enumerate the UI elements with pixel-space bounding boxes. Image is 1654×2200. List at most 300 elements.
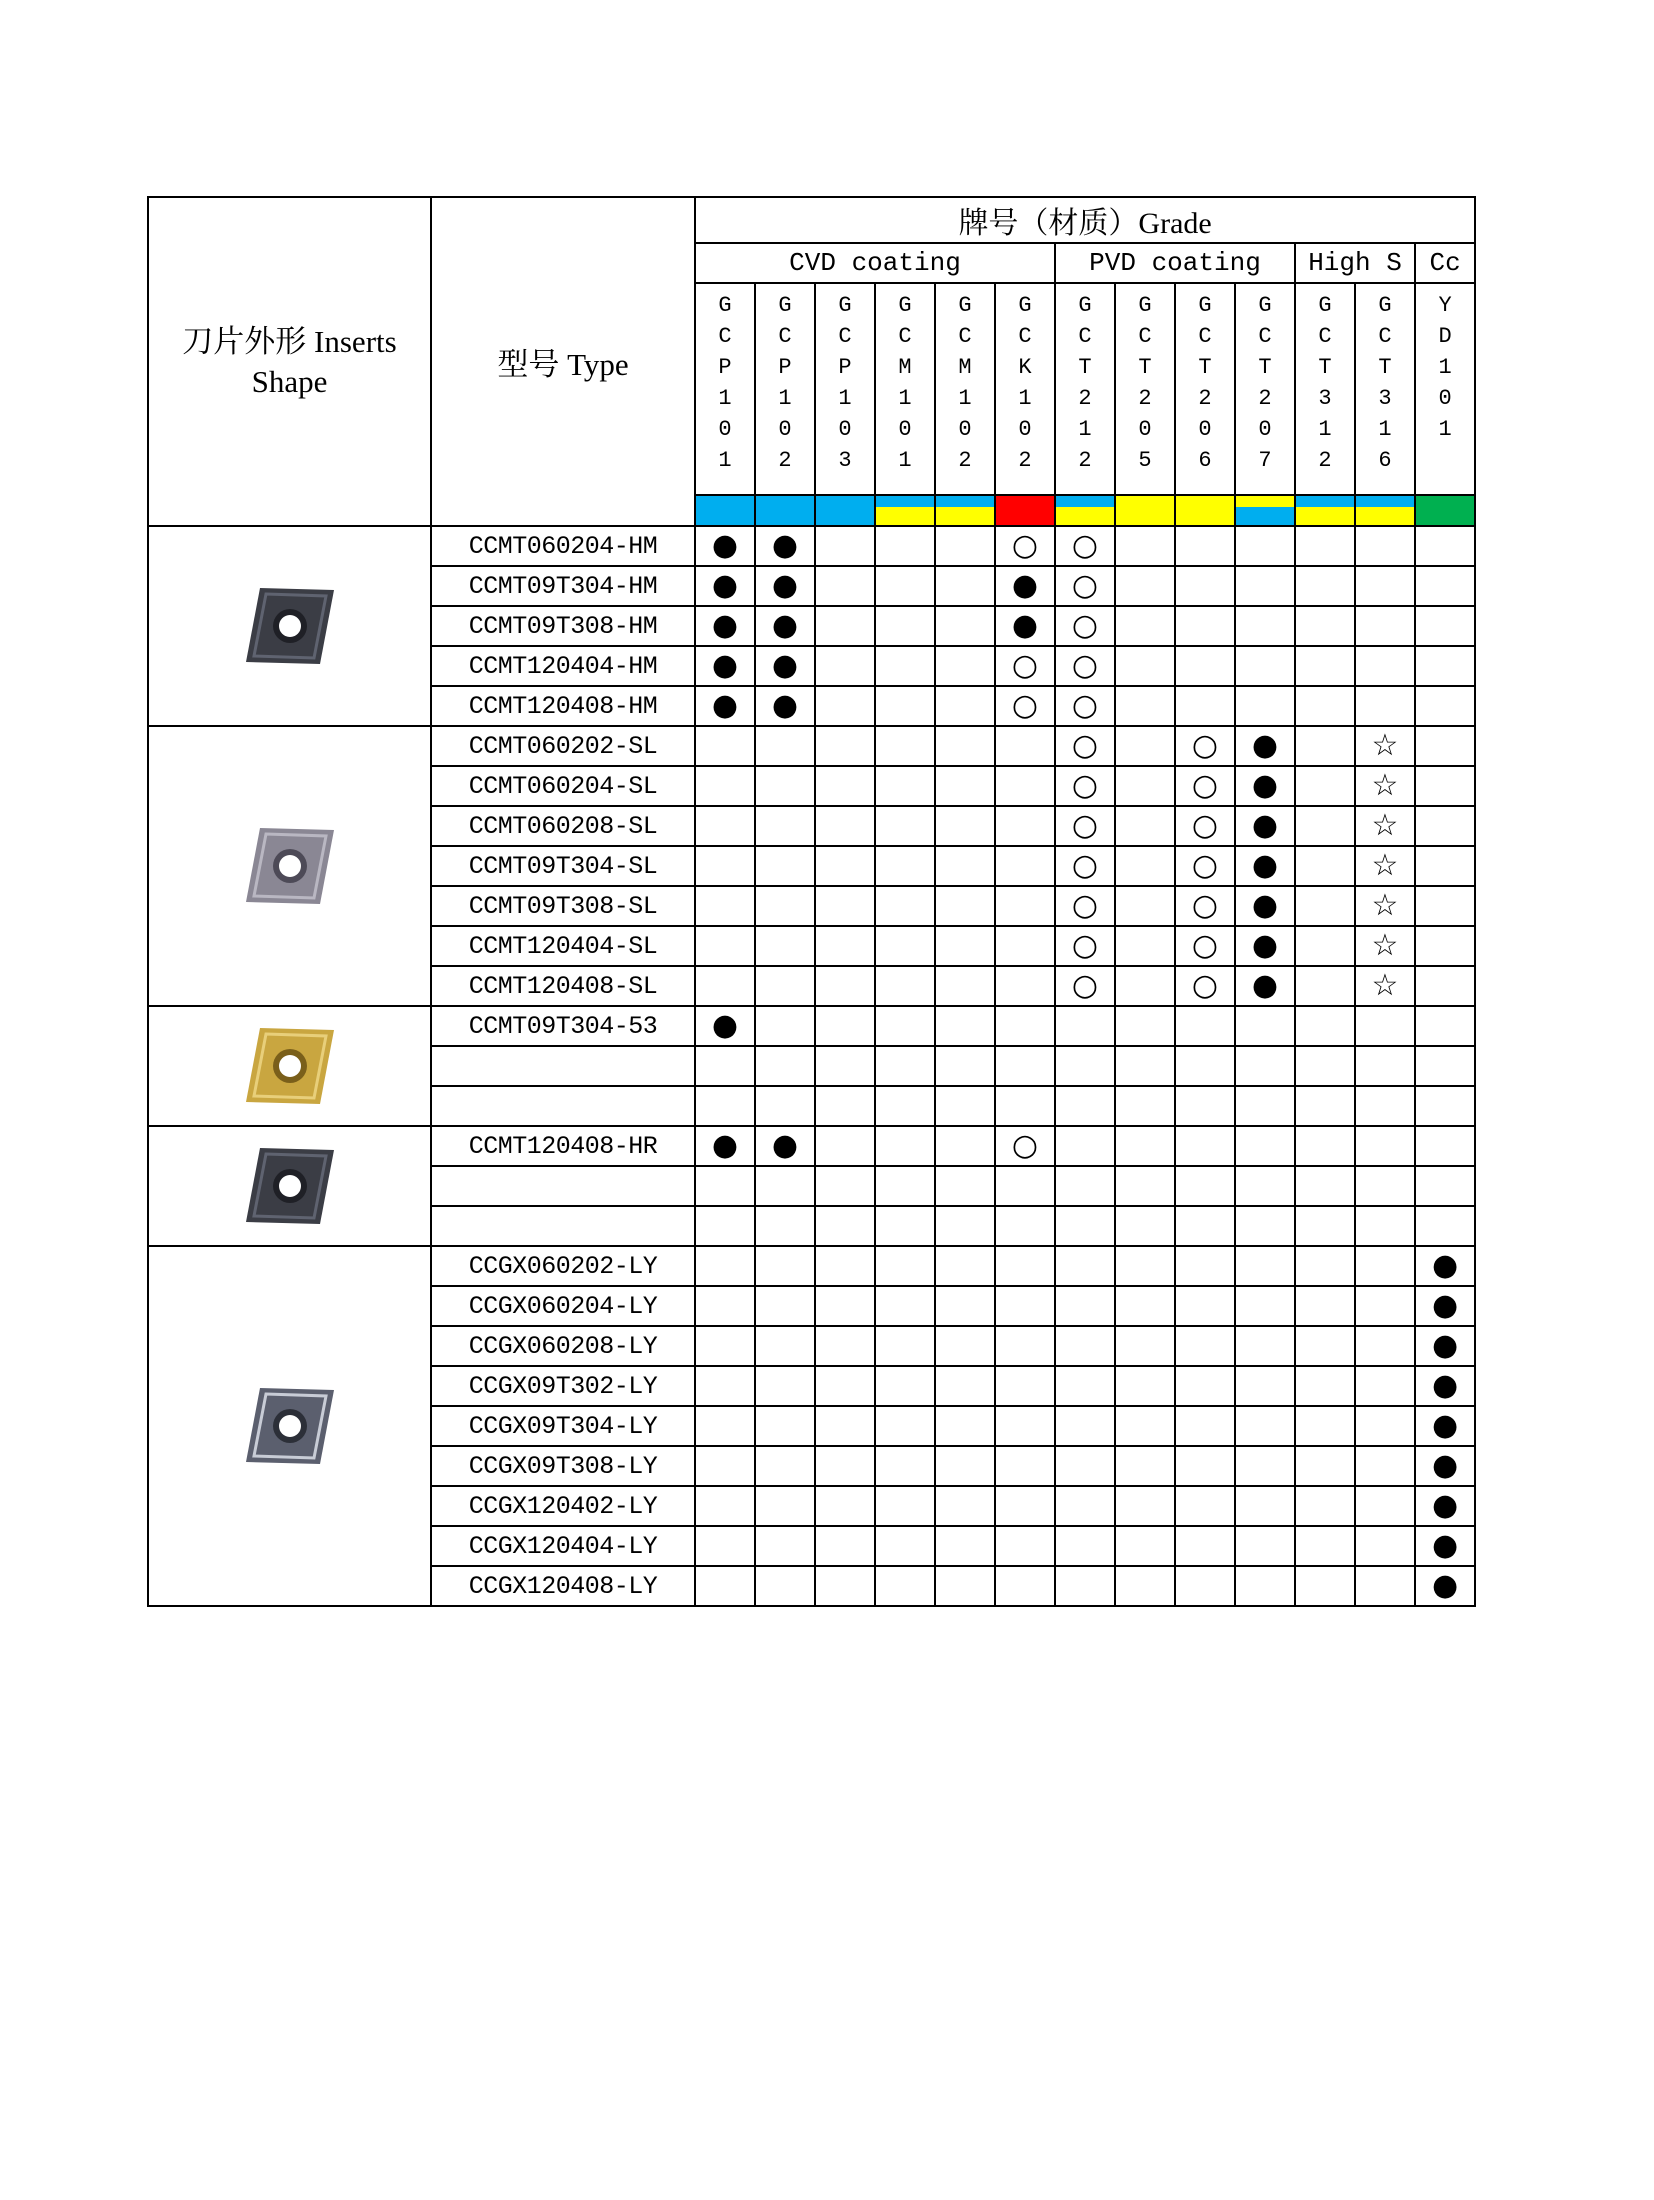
grade-mark-cell [1355, 1166, 1415, 1206]
grade-mark-cell [755, 1046, 815, 1086]
model-cell: CCMT060204-SL [431, 766, 695, 806]
solid-mark: ● [1431, 1488, 1459, 1523]
grade-mark-cell [815, 806, 875, 846]
grade-mark-cell [755, 766, 815, 806]
grade-mark-cell [935, 886, 995, 926]
grade-mark-cell [1055, 1566, 1115, 1606]
star-mark: ☆ [1371, 928, 1399, 963]
grade-mark-cell [1355, 1326, 1415, 1366]
grade-mark-cell [1115, 926, 1175, 966]
grade-code-gck102: G C K 1 0 2 [995, 283, 1055, 495]
grade-mark-cell [935, 1046, 995, 1086]
grade-mark-cell [815, 1566, 875, 1606]
grade-mark-cell [1355, 1566, 1415, 1606]
grade-mark-cell [1355, 1406, 1415, 1446]
hollow-mark: ○ [1071, 608, 1099, 643]
grade-mark-cell [1415, 1366, 1475, 1406]
grade-mark-cell [1235, 1486, 1295, 1526]
grade-mark-cell [1055, 646, 1115, 686]
grade-mark-cell [1055, 846, 1115, 886]
model-cell: CCMT120408-SL [431, 966, 695, 1006]
grade-mark-cell [1115, 1526, 1175, 1566]
grade-mark-cell [755, 606, 815, 646]
grade-mark-cell [815, 1006, 875, 1046]
grade-mark-cell [1415, 886, 1475, 926]
insert-shape-cell [148, 726, 431, 1006]
grade-mark-cell [1295, 966, 1355, 1006]
grade-code-gcp101: G C P 1 0 1 [695, 283, 755, 495]
grade-mark-cell [815, 1486, 875, 1526]
table-row [148, 726, 1475, 766]
grade-mark-cell [995, 766, 1055, 806]
grade-mark-cell [695, 1046, 755, 1086]
grade-mark-cell [815, 1286, 875, 1326]
model-cell: CCMT120404-SL [431, 926, 695, 966]
grade-mark-cell [1175, 1566, 1235, 1606]
grade-mark-cell [1175, 886, 1235, 926]
table-row [148, 1126, 1475, 1166]
hollow-mark: ○ [1011, 528, 1039, 563]
hollow-mark: ○ [1071, 888, 1099, 923]
grade-color-cell [695, 495, 755, 526]
grade-mark-cell [755, 1166, 815, 1206]
grade-mark-cell [995, 646, 1055, 686]
model-cell: CCMT060208-SL [431, 806, 695, 846]
grade-mark-cell [1175, 1286, 1235, 1326]
grade-mark-cell [695, 1366, 755, 1406]
grade-mark-cell [695, 566, 755, 606]
grade-mark-cell [1175, 1446, 1235, 1486]
grade-mark-cell [815, 1406, 875, 1446]
grade-mark-cell [935, 1086, 995, 1126]
grade-mark-cell [755, 1446, 815, 1486]
grade-mark-cell [1115, 1086, 1175, 1126]
grade-mark-cell [1295, 1166, 1355, 1206]
solid-mark: ● [1251, 728, 1279, 763]
grade-mark-cell [1235, 1246, 1295, 1286]
grade-mark-cell [815, 1326, 875, 1366]
grade-mark-cell [875, 1006, 935, 1046]
solid-mark: ● [771, 528, 799, 563]
grade-mark-cell [995, 1086, 1055, 1126]
grade-mark-cell [755, 686, 815, 726]
grade-mark-cell [935, 1246, 995, 1286]
hollow-mark: ○ [1071, 528, 1099, 563]
grade-mark-cell [1175, 846, 1235, 886]
solid-mark: ● [1251, 768, 1279, 803]
grade-mark-cell [1415, 606, 1475, 646]
grade-mark-cell [695, 1566, 755, 1606]
grade-mark-cell [1355, 526, 1415, 566]
cc-header: Cc [1415, 243, 1475, 283]
grade-mark-cell [1055, 886, 1115, 926]
hollow-mark: ○ [1011, 1128, 1039, 1163]
ccmt-53-gold-insert-icon [242, 1024, 338, 1108]
grade-mark-cell [1115, 766, 1175, 806]
grade-mark-cell [1415, 646, 1475, 686]
solid-mark: ● [711, 688, 739, 723]
grade-color-cell [1235, 495, 1295, 526]
grade-mark-cell [755, 966, 815, 1006]
grade-mark-cell [1115, 566, 1175, 606]
grade-mark-cell [995, 566, 1055, 606]
grade-mark-cell [1415, 686, 1475, 726]
grade-color-cell [815, 495, 875, 526]
grade-mark-cell [755, 1086, 815, 1126]
grade-mark-cell [935, 1406, 995, 1446]
grade-mark-cell [995, 1326, 1055, 1366]
grade-mark-cell [815, 726, 875, 766]
grade-mark-cell [1295, 1286, 1355, 1326]
grade-mark-cell [695, 1126, 755, 1166]
grade-mark-cell [695, 606, 755, 646]
solid-mark: ● [771, 1128, 799, 1163]
grade-mark-cell [1415, 526, 1475, 566]
grade-mark-cell [875, 566, 935, 606]
insert-shape-cell [148, 1006, 431, 1126]
solid-mark: ● [1431, 1408, 1459, 1443]
grade-mark-cell [1115, 846, 1175, 886]
grade-mark-cell [1355, 1366, 1415, 1406]
model-cell: CCMT120404-HM [431, 646, 695, 686]
solid-mark: ● [711, 1128, 739, 1163]
grade-mark-cell [875, 726, 935, 766]
hollow-mark: ○ [1191, 968, 1219, 1003]
grade-mark-cell [1295, 686, 1355, 726]
insert-grade-table [147, 196, 1476, 1607]
grade-mark-cell [875, 1286, 935, 1326]
hollow-mark: ○ [1191, 808, 1219, 843]
grade-mark-cell [695, 1526, 755, 1566]
grade-mark-cell [1235, 726, 1295, 766]
grade-mark-cell [875, 1486, 935, 1526]
grade-mark-cell [995, 606, 1055, 646]
grade-mark-cell [1055, 766, 1115, 806]
hollow-mark: ○ [1011, 688, 1039, 723]
grade-color-cell [1415, 495, 1475, 526]
grade-mark-cell [1355, 726, 1415, 766]
grade-mark-cell [995, 926, 1055, 966]
grade-mark-cell [1235, 1526, 1295, 1566]
model-cell: CCMT120408-HR [431, 1126, 695, 1166]
grade-mark-cell [1235, 1406, 1295, 1446]
grade-mark-cell [1115, 806, 1175, 846]
grade-mark-cell [1055, 1086, 1115, 1126]
grade-mark-cell [755, 1126, 815, 1166]
grade-mark-cell [695, 766, 755, 806]
grade-mark-cell [1355, 806, 1415, 846]
model-cell: CCGX120408-LY [431, 1566, 695, 1606]
grade-mark-cell [1235, 1166, 1295, 1206]
grade-mark-cell [695, 1486, 755, 1526]
solid-mark: ● [1251, 808, 1279, 843]
grade-mark-cell [1295, 886, 1355, 926]
grade-mark-cell [1055, 726, 1115, 766]
grade-mark-cell [1235, 1446, 1295, 1486]
grade-color-cell [935, 495, 995, 526]
solid-mark: ● [1431, 1528, 1459, 1563]
cvd-coating-header: CVD coating [695, 243, 1055, 283]
grade-mark-cell [875, 846, 935, 886]
grade-mark-cell [1175, 726, 1235, 766]
grade-mark-cell [995, 726, 1055, 766]
grade-mark-cell [935, 1126, 995, 1166]
solid-mark: ● [1431, 1288, 1459, 1323]
solid-mark: ● [1431, 1248, 1459, 1283]
table-row [148, 1006, 1475, 1046]
grade-mark-cell [875, 806, 935, 846]
grade-mark-cell [1235, 1046, 1295, 1086]
grade-mark-cell [815, 526, 875, 566]
model-cell: CCMT09T308-HM [431, 606, 695, 646]
grade-mark-cell [695, 1086, 755, 1126]
model-cell: CCMT09T304-SL [431, 846, 695, 886]
grade-mark-cell [1175, 926, 1235, 966]
grade-mark-cell [1355, 886, 1415, 926]
grade-mark-cell [1235, 1206, 1295, 1246]
grade-mark-cell [1235, 846, 1295, 886]
grade-mark-cell [875, 686, 935, 726]
grade-mark-cell [935, 566, 995, 606]
grade-mark-cell [1235, 646, 1295, 686]
grade-color-cell [1175, 495, 1235, 526]
star-mark: ☆ [1371, 968, 1399, 1003]
grade-mark-cell [1115, 1366, 1175, 1406]
grade-mark-cell [1175, 606, 1235, 646]
star-mark: ☆ [1371, 808, 1399, 843]
grade-mark-cell [1295, 1086, 1355, 1126]
grade-mark-cell [1055, 1366, 1115, 1406]
grade-code-gct206: G C T 2 0 6 [1175, 283, 1235, 495]
grade-code-gct312: G C T 3 1 2 [1295, 283, 1355, 495]
grade-mark-cell [1175, 1126, 1235, 1166]
grade-mark-cell [1055, 686, 1115, 726]
star-mark: ☆ [1371, 728, 1399, 763]
solid-mark: ● [1011, 568, 1039, 603]
grade-mark-cell [1175, 566, 1235, 606]
grade-mark-cell [875, 1046, 935, 1086]
grade-mark-cell [1175, 1086, 1235, 1126]
grade-mark-cell [815, 846, 875, 886]
grade-mark-cell [1175, 1006, 1235, 1046]
grade-mark-cell [935, 1286, 995, 1326]
solid-mark: ● [771, 688, 799, 723]
solid-mark: ● [1431, 1328, 1459, 1363]
grade-mark-cell [1415, 726, 1475, 766]
grade-mark-cell [1235, 1286, 1295, 1326]
grade-mark-cell [1355, 1286, 1415, 1326]
grade-mark-cell [935, 526, 995, 566]
grade-color-cell [995, 495, 1055, 526]
grade-mark-cell [1235, 966, 1295, 1006]
model-cell: CCGX09T308-LY [431, 1446, 695, 1486]
model-cell: CCGX060204-LY [431, 1286, 695, 1326]
hollow-mark: ○ [1011, 648, 1039, 683]
grade-mark-cell [815, 606, 875, 646]
grade-mark-cell [695, 1326, 755, 1366]
grade-mark-cell [755, 1286, 815, 1326]
grade-header: 牌号（材质）Grade [695, 197, 1475, 243]
hollow-mark: ○ [1191, 928, 1219, 963]
grade-mark-cell [1295, 1046, 1355, 1086]
grade-mark-cell [1295, 926, 1355, 966]
grade-mark-cell [875, 1246, 935, 1286]
grade-mark-cell [815, 766, 875, 806]
grade-mark-cell [995, 806, 1055, 846]
grade-mark-cell [875, 1566, 935, 1606]
grade-mark-cell [1115, 1566, 1175, 1606]
grade-mark-cell [1355, 966, 1415, 1006]
grade-mark-cell [1115, 1126, 1175, 1166]
grade-mark-cell [695, 686, 755, 726]
grade-mark-cell [1235, 766, 1295, 806]
grade-mark-cell [695, 1406, 755, 1446]
grade-mark-cell [995, 1206, 1055, 1246]
grade-mark-cell [1175, 766, 1235, 806]
grade-mark-cell [755, 1526, 815, 1566]
grade-mark-cell [695, 1246, 755, 1286]
grade-mark-cell [695, 726, 755, 766]
grade-mark-cell [1055, 1246, 1115, 1286]
grade-mark-cell [1055, 1006, 1115, 1046]
grade-mark-cell [935, 806, 995, 846]
grade-mark-cell [995, 1526, 1055, 1566]
grade-mark-cell [1055, 566, 1115, 606]
grade-mark-cell [695, 806, 755, 846]
shape-header: 刀片外形 Inserts Shape [148, 197, 431, 526]
grade-mark-cell [875, 606, 935, 646]
model-cell: CCGX09T302-LY [431, 1366, 695, 1406]
type-header: 型号 Type [431, 197, 695, 526]
grade-mark-cell [1055, 1046, 1115, 1086]
grade-mark-cell [1175, 1526, 1235, 1566]
model-cell: CCMT060204-HM [431, 526, 695, 566]
grade-mark-cell [935, 1326, 995, 1366]
grade-mark-cell [1415, 1086, 1475, 1126]
grade-mark-cell [815, 926, 875, 966]
grade-mark-cell [1355, 926, 1415, 966]
grade-mark-cell [755, 806, 815, 846]
grade-mark-cell [695, 1286, 755, 1326]
grade-mark-cell [1235, 926, 1295, 966]
grade-mark-cell [815, 1246, 875, 1286]
grade-mark-cell [755, 1206, 815, 1246]
solid-mark: ● [1251, 888, 1279, 923]
model-cell [431, 1086, 695, 1126]
grade-mark-cell [1175, 1246, 1235, 1286]
grade-mark-cell [695, 526, 755, 566]
model-cell: CCGX09T304-LY [431, 1406, 695, 1446]
grade-mark-cell [1115, 1326, 1175, 1366]
hollow-mark: ○ [1071, 808, 1099, 843]
grade-mark-cell [755, 1006, 815, 1046]
grade-mark-cell [1415, 1286, 1475, 1326]
insert-shape-cell [148, 1246, 431, 1606]
grade-mark-cell [1355, 686, 1415, 726]
grade-mark-cell [1235, 1006, 1295, 1046]
grade-mark-cell [1055, 926, 1115, 966]
grade-mark-cell [1295, 1446, 1355, 1486]
grade-mark-cell [1295, 1526, 1355, 1566]
grade-mark-cell [875, 1366, 935, 1406]
grade-mark-cell [1115, 966, 1175, 1006]
model-cell: CCMT120408-HM [431, 686, 695, 726]
model-cell: CCGX120402-LY [431, 1486, 695, 1526]
grade-mark-cell [1295, 566, 1355, 606]
grade-mark-cell [1175, 686, 1235, 726]
grade-mark-cell [1415, 1046, 1475, 1086]
grade-mark-cell [875, 1406, 935, 1446]
solid-mark: ● [1431, 1448, 1459, 1483]
model-cell: CCMT09T308-SL [431, 886, 695, 926]
grade-mark-cell [1355, 1246, 1415, 1286]
solid-mark: ● [771, 568, 799, 603]
solid-mark: ● [771, 608, 799, 643]
grade-mark-cell [875, 886, 935, 926]
grade-mark-cell [1055, 1526, 1115, 1566]
grade-mark-cell [995, 846, 1055, 886]
grade-color-cell [755, 495, 815, 526]
hollow-mark: ○ [1071, 968, 1099, 1003]
solid-mark: ● [1251, 848, 1279, 883]
model-cell: CCMT060202-SL [431, 726, 695, 766]
grade-mark-cell [1295, 1326, 1355, 1366]
grade-mark-cell [755, 1326, 815, 1366]
grade-mark-cell [1295, 1366, 1355, 1406]
grade-mark-cell [1355, 1446, 1415, 1486]
grade-mark-cell [995, 1566, 1055, 1606]
grade-mark-cell [995, 686, 1055, 726]
high-speed-header: High S [1295, 243, 1415, 283]
grade-mark-cell [695, 966, 755, 1006]
grade-mark-cell [875, 1126, 935, 1166]
grade-mark-cell [1115, 1206, 1175, 1246]
grade-mark-cell [1235, 1126, 1295, 1166]
hollow-mark: ○ [1191, 848, 1219, 883]
grade-mark-cell [935, 606, 995, 646]
grade-mark-cell [755, 726, 815, 766]
grade-mark-cell [995, 1126, 1055, 1166]
grade-mark-cell [1355, 766, 1415, 806]
solid-mark: ● [711, 608, 739, 643]
grade-mark-cell [755, 1246, 815, 1286]
grade-mark-cell [875, 766, 935, 806]
grade-mark-cell [1415, 1166, 1475, 1206]
grade-mark-cell [935, 646, 995, 686]
grade-mark-cell [1175, 1046, 1235, 1086]
grade-mark-cell [1415, 1566, 1475, 1606]
grade-mark-cell [1235, 526, 1295, 566]
grade-mark-cell [1355, 1526, 1415, 1566]
star-mark: ☆ [1371, 848, 1399, 883]
star-mark: ☆ [1371, 888, 1399, 923]
grade-mark-cell [935, 1526, 995, 1566]
grade-mark-cell [815, 1126, 875, 1166]
grade-code-gcm101: G C M 1 0 1 [875, 283, 935, 495]
model-cell [431, 1206, 695, 1246]
grade-mark-cell [815, 646, 875, 686]
grade-mark-cell [815, 686, 875, 726]
grade-mark-cell [935, 1566, 995, 1606]
grade-mark-cell [875, 966, 935, 1006]
grade-mark-cell [1115, 886, 1175, 926]
grade-mark-cell [1415, 966, 1475, 1006]
grade-mark-cell [755, 846, 815, 886]
grade-mark-cell [1055, 1406, 1115, 1446]
grade-mark-cell [1355, 846, 1415, 886]
grade-mark-cell [1115, 686, 1175, 726]
grade-mark-cell [1295, 1486, 1355, 1526]
